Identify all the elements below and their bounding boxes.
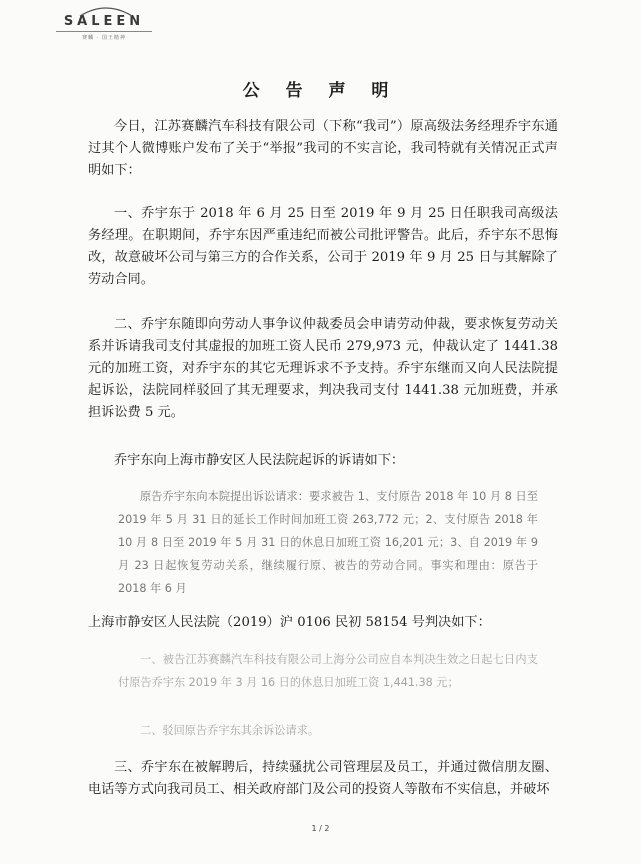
logo-subtext: 赛麟 · 国王精神: [82, 35, 126, 41]
company-logo: [56, 14, 152, 41]
section-two-paragraph: 二、乔宇东随即向劳动人事争议仲裁委员会申请劳动仲裁，要求恢复劳动关系并诉请我司支付其虚报的加班工资人民币 279,973 元，仲裁认定了 1441.38 元的加班工资，对乔宇东的其它无理诉求不予支持。乔宇东继而又向人民法院提起诉讼，法院同样驳回了其无理要求，判决我司支付 1441.38 元加班费，并承担诉讼费 5 元。: [88, 317, 558, 420]
lawsuit-intro: 乔宇东向上海市静安区人民法院起诉的诉请如下：: [114, 453, 405, 468]
logo-text: SALEEN: [63, 14, 145, 29]
judgment-quote-item-1: 一、被告江苏赛麟汽车科技有限公司上海分公司应自本判决生效之日起七日内支付原告乔宇东 2019 年 3 月 16 日的休息日加班工资 1,441.38 元；: [118, 653, 538, 689]
section-three-paragraph: 三、乔宇东在被解聘后，持续骚扰公司管理层及员工，并通过微信朋友圈、电话等方式向我司员工、相关政府部门及公司的投资人等散布不实信息，并破坏: [88, 760, 558, 797]
document-title: 公 告 声 明: [242, 81, 399, 101]
logo-swoosh-icon: [78, 4, 134, 18]
judgment-intro: 上海市静安区人民法院（2019）沪 0106 民初 58154 号判决如下：: [88, 615, 491, 630]
lawsuit-quote: 原告乔宇东向本院提出诉讼请求：要求被告 1、支付原告 2018 年 10 月 8 日至 2019 年 5 月 31 日的延长工作时间加班工资 263,772 元；2、支付原告 2018 年 10 月 8 日至 2019 年 5 月 31 日的休息日加班工资 16,201 元；3、自 2019 年 9 月 23 日起恢复劳动关系，继续履行原、被告的劳动合同。事实和理由：原告于 2018 年 6 月: [118, 490, 538, 595]
judgment-quote-item-2: 二、驳回原告乔宇东其余诉讼请求。: [140, 724, 320, 737]
intro-paragraph: 今日，江苏赛麟汽车科技有限公司（下称“我司”）原高级法务经理乔宇东通过其个人微博账户发布了关于“举报”我司的不实言论，我司特就有关情况正式声明如下：: [88, 119, 558, 178]
section-one-paragraph: 一、乔宇东于 2018 年 6 月 25 日至 2019 年 9 月 25 日任职我司高级法务经理。在职期间，乔宇东因严重违纪而被公司批评警告。此后，乔宇东不思悔改，故意破坏公司与第三方的合作关系，公司于 2019 年 9 月 25 日与其解除了劳动合同。: [88, 206, 558, 287]
page-number: 1 / 2: [311, 824, 330, 833]
logo-rule: [56, 31, 152, 32]
